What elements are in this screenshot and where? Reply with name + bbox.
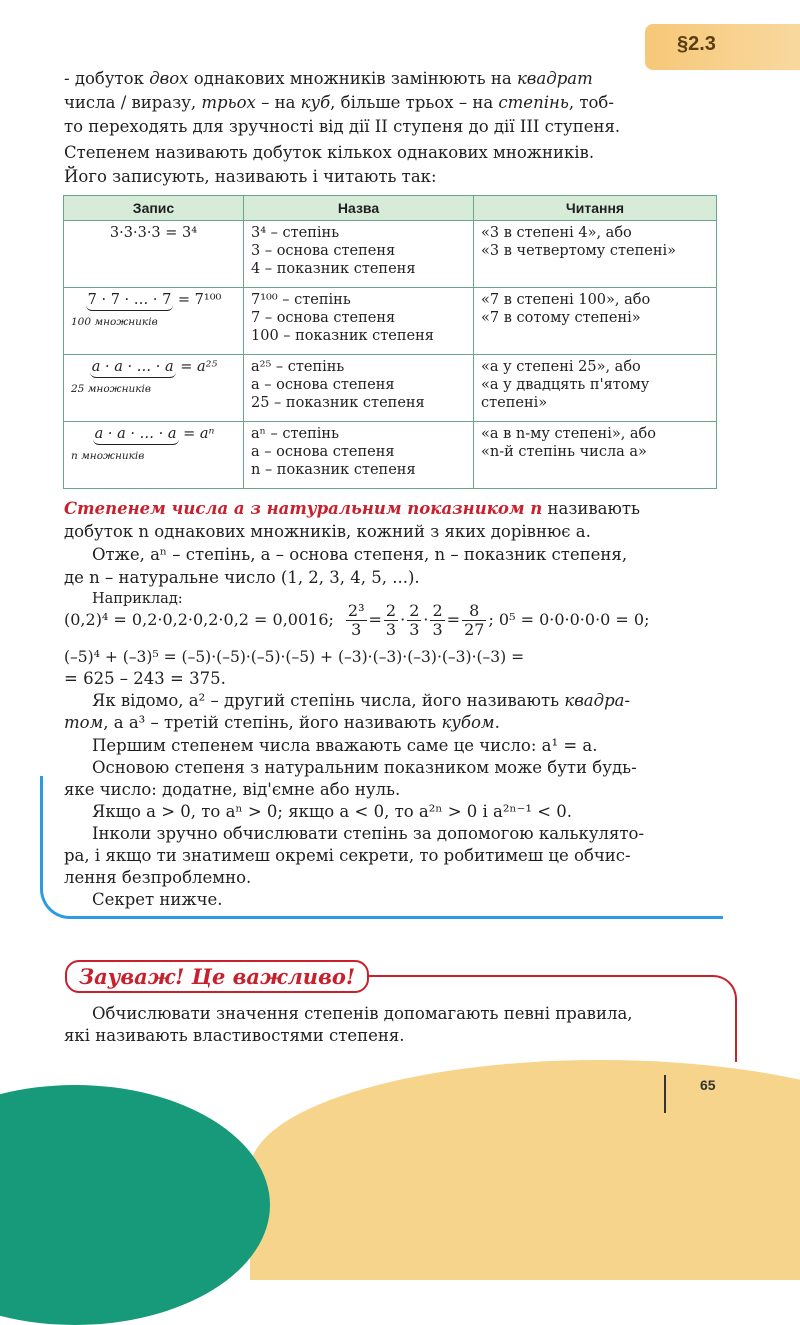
record-cell: a · a · … · a = aⁿ n множників [64, 422, 244, 489]
body-line-8: ра, і якщо ти знатимеш окремі секрети, то робитимеш це обчис- [64, 846, 631, 865]
definition-line-2: добуток n однакових множників, кожний з яких дорівнює a. [64, 522, 591, 541]
intro-line-5: Його записують, називають і читають так: [64, 167, 437, 186]
intro-line-2: числа / виразу, трьох – на куб, більше трьох – на степінь, тоб- [64, 93, 614, 112]
definition-line-4: де n – натуральне число (1, 2, 3, 4, 5, ...). [64, 568, 420, 587]
examples-line-2: (–5)⁴ + (–3)⁵ = (–5)·(–5)·(–5)·(–5) + (–3)·(–3)·(–3)·(–3)·(–3) = [64, 648, 525, 666]
page-number: 65 [700, 1077, 716, 1093]
section-tab [645, 24, 800, 70]
examples-line-3: = 625 – 243 = 375. [64, 669, 226, 688]
body-line-1: Як відомо, a² – другий степінь числа, його називають квадра- [92, 691, 631, 710]
body-line-5: яке число: додатне, від'ємне або нуль. [64, 780, 401, 799]
name-cell: aⁿ – степінь a – основа степеня n – показник степеня [244, 422, 474, 489]
header-name: Назва [244, 196, 474, 221]
note-title: Зауваж! Це важливо! [65, 960, 369, 993]
decorative-yellow-shape [250, 1060, 800, 1280]
body-line-7: Інколи зручно обчислювати степінь за допомогою калькулято- [92, 824, 645, 843]
decorative-green-shape [0, 1085, 270, 1325]
reading-cell: «3 в степені 4», або «3 в четвертому степені» [474, 221, 717, 288]
table-row [64, 288, 717, 355]
table-row [64, 221, 717, 288]
body-line-4: Основою степеня з натуральним показником може бути будь- [92, 758, 637, 777]
intro-line-3: то переходять для зручності від дії II ступеня до дії III ступеня. [64, 117, 621, 136]
body-line-9: лення безпроблемно. [64, 868, 252, 887]
record-cell: 7 · 7 · … · 7 = 7¹⁰⁰ 100 множників [64, 288, 244, 355]
page-separator [664, 1075, 666, 1113]
record-cell: a · a · … · a = a²⁵ 25 множників [64, 355, 244, 422]
name-cell: 3⁴ – степінь 3 – основа степеня 4 – показник степеня [244, 221, 474, 288]
reading-cell: «7 в степені 100», або «7 в сотому степені» [474, 288, 717, 355]
table-row [64, 422, 717, 489]
note-line-2: які називають властивостями степеня. [64, 1026, 405, 1045]
table-row [64, 355, 717, 422]
reading-cell: «a у степені 25», або «a у двадцять п'ятому степені» [474, 355, 717, 422]
record-cell: 3·3·3·3 = 3⁴ [64, 221, 244, 288]
body-line-10: Секрет нижче. [92, 890, 223, 909]
name-cell: 7¹⁰⁰ – степінь 7 – основа степеня 100 – показник степеня [244, 288, 474, 355]
note-line-1: Обчислювати значення степенів допомагають певні правила, [92, 1004, 633, 1023]
section-number: §2.3 [677, 33, 716, 55]
reading-cell: «a в n-му степені», або «n-й степінь числа a» [474, 422, 717, 489]
intro-line-1: - добуток двох однакових множників замінюють на квадрат [64, 69, 593, 88]
header-record: Запис [64, 196, 244, 221]
definition-term: Степенем числа a з натуральним показником n [64, 499, 543, 518]
examples-line-1: (0,2)⁴ = 0,2·0,2·0,2·0,2 = 0,0016; $\frac{\text{2³}}{3}$ = $\frac{2}{3}$ · $\frac{2}{3}$ · $\frac{2}{3}$ = $\frac{8}{27}$ ; 0⁵ = 0·0·0·0·0 = 0; [64, 600, 650, 639]
body-line-2: том, а a³ – третій степінь, його називають кубом. [64, 713, 500, 732]
definition-line-1: Степенем числа a з натуральним показником n називають [64, 499, 640, 518]
intro-line-4: Степенем називають добуток кількох однакових множників. [64, 143, 595, 162]
header-reading: Читання [474, 196, 717, 221]
body-line-6: Якщо a > 0, то aⁿ > 0; якщо a < 0, то a²ⁿ > 0 і a²ⁿ⁻¹ < 0. [92, 802, 573, 821]
table-header-row [64, 196, 717, 221]
example-label: Наприклад: [92, 591, 183, 607]
name-cell: a²⁵ – степінь a – основа степеня 25 – показник степеня [244, 355, 474, 422]
body-line-3: Першим степенем числа вважають саме це число: a¹ = a. [92, 736, 598, 755]
powers-table [63, 195, 717, 489]
definition-line-3: Отже, aⁿ – степінь, a – основа степеня, n – показник степеня, [92, 545, 628, 564]
